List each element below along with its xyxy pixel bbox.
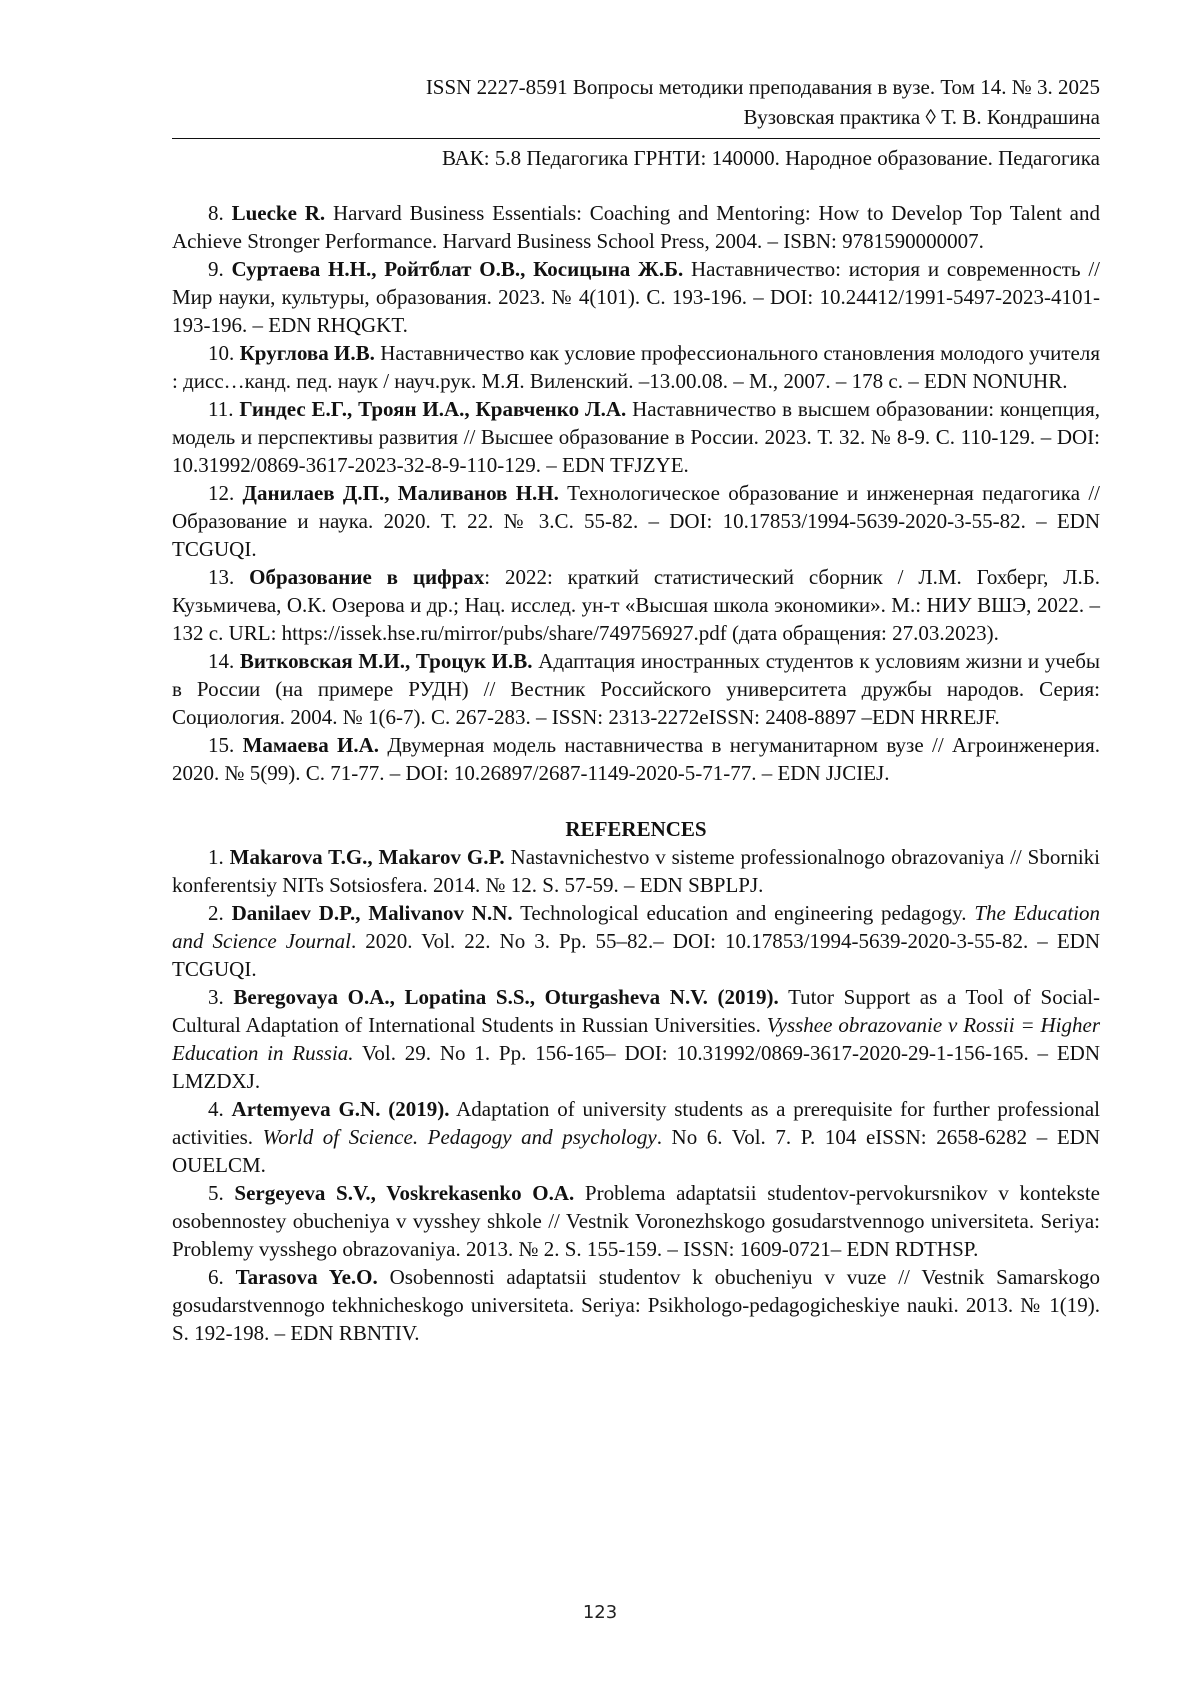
reference-text: . No 6. Vol. 7. P. 104 eISSN: 2658-6282 – EDN OUELCM. <box>172 1125 1100 1177</box>
reference-item <box>172 255 1100 339</box>
reference-item <box>172 899 1100 983</box>
reference-authors: Гиндес Е.Г., Троян И.А., Кравченко Л.А. <box>239 397 627 421</box>
reference-text: Tutor Support as a Tool of Social-Cultural Adaptation of International Students in Russian Universities. <box>172 985 1101 1037</box>
reference-list-en <box>172 843 1100 1347</box>
page-number: 123 <box>582 1602 618 1623</box>
reference-text: Problema adaptatsii studentov-pervokursnikov v kontekste osobennostey obucheniya v vysshey shkole // Vestnik Voronezhskogo gosudarstvennogo universiteta. Seriya: Problemy vysshego obrazovaniya. 2013. № 2. S. 155-159. – ISSN: 1609-0721– EDN RDTHSP. <box>172 1181 1100 1261</box>
reference-item <box>172 339 1100 395</box>
reference-authors: Данилаев Д.П., Маливанов Н.Н. <box>242 481 559 505</box>
reference-item <box>172 1263 1100 1347</box>
reference-item <box>172 647 1100 731</box>
reference-text: Nastavnichestvo v sisteme professionalnogo obrazovaniya // Sborniki konferentsiy NITs Sotsiosfera. 2014. № 12. S. 57-59. – EDN SBPLPJ. <box>172 845 1100 897</box>
reference-item <box>172 1095 1100 1179</box>
reference-authors: Sergeyeva S.V., Voskrekasenko O.A. <box>234 1181 575 1205</box>
reference-text: Двумерная модель наставничества в негуманитарном вузе // Агроинженерия. 2020. № 5(99). С. 71-77. – DOI: 10.26897/2687-1149-2020-5-71-77. – EDN JJCIEJ. <box>172 733 1100 785</box>
reference-journal: The Education and Science Journal <box>172 901 1101 953</box>
references-heading: REFERENCES <box>565 817 707 841</box>
reference-number: 11. <box>208 397 234 421</box>
reference-item <box>172 199 1100 255</box>
reference-number: 6. <box>208 1265 224 1289</box>
reference-number: 9. <box>208 257 224 281</box>
reference-text: Наставничество в высшем образовании: концепция, модель и перспективы развития // Высшее образование в России. 2023. Т. 32. № 8-9. С. 110-129. – DOI: 10.31992/0869-3617-2023-32-8-9-110-129. – EDN TFJZYE. <box>172 397 1101 477</box>
reference-number: 12. <box>208 481 235 505</box>
reference-authors: Beregovaya O.A., Lopatina S.S., Oturgasheva N.V. (2019). <box>233 985 779 1009</box>
reference-authors: Витковская М.И., Троцук И.В. <box>239 649 533 673</box>
reference-item <box>172 1179 1100 1263</box>
reference-text: Технологическое образование и инженерная педагогика // Образование и наука. 2020. Т. 22. № 3.С. 55-82. – DOI: 10.17853/1994-5639-2020-3-55-82. – EDN TCGUQI. <box>172 481 1101 561</box>
reference-item <box>172 731 1100 787</box>
reference-text: . 2020. Vol. 22. No 3. Pp. 55–82.– DOI: 10.17853/1994-5639-2020-3-55-82. – EDN TCGUQI. <box>172 929 1100 981</box>
reference-authors: Luecke R. <box>231 201 326 225</box>
reference-authors: Danilaev D.P., Malivanov N.N. <box>231 901 513 925</box>
reference-item <box>172 843 1100 899</box>
reference-authors: Суртаева Н.Н., Ройтблат О.В., Косицына Ж.Б. <box>231 257 684 281</box>
reference-number: 10. <box>208 341 235 365</box>
reference-number: 14. <box>208 649 235 673</box>
reference-number: 13. <box>208 565 235 589</box>
reference-item <box>172 395 1100 479</box>
reference-number: 15. <box>208 733 235 757</box>
reference-text: Vol. 29. No 1. Pp. 156-165– DOI: 10.31992/0869-3617-2020-29-1-156-165. – EDN LMZDXJ. <box>172 1041 1100 1093</box>
reference-authors: Tarasova Ye.O. <box>235 1265 378 1289</box>
reference-text: Наставничество как условие профессионального становления молодого учителя : дисс…канд. пед. наук / науч.рук. М.Я. Виленский. –13.00.08. – М., 2007. – 178 с. – EDN NONUHR. <box>172 341 1101 393</box>
reference-text: Harvard Business Essentials: Coaching and Mentoring: How to Develop Top Talent and Achieve Stronger Performance. Harvard Business School Press, 2004. – ISBN: 9781590000007. <box>172 201 1101 253</box>
reference-item <box>172 983 1100 1095</box>
reference-text: : 2022: краткий статистический сборник / Л.М. Гохберг, Л.Б. Кузьмичева, О.К. Озерова и др.; Нац. исслед. ун-т «Высшая школа экономики». М.: НИУ ВШЭ, 2022. – 132 с. URL: https://issek.hse.ru/mirror/pubs/share/749756927.pdf (дата обращения: 27.03.2023). <box>172 565 1101 645</box>
reference-journal: World of Science. Pedagogy and psychology <box>262 1125 657 1149</box>
reference-number: 8. <box>208 201 224 225</box>
reference-authors: Мамаева И.А. <box>242 733 380 757</box>
reference-number: 2. <box>208 901 224 925</box>
reference-number: 1. <box>208 845 224 869</box>
running-header <box>172 72 1100 132</box>
section-author-line: Вузовская практика ◊ Т. В. Кондрашина <box>743 105 1100 129</box>
header-divider <box>172 138 1100 139</box>
reference-authors: Образование в цифрах <box>249 565 485 589</box>
classification-line: ВАК: 5.8 Педагогика ГРНТИ: 140000. Народное образование. Педагогика <box>441 146 1100 170</box>
reference-text: Adaptation of university students as a prerequisite for further professional activities. <box>172 1097 1101 1149</box>
reference-journal: Vysshee obrazovanie v Rossii = Higher Education in Russia. <box>172 1013 1100 1065</box>
reference-item <box>172 479 1100 563</box>
reference-item <box>172 563 1100 647</box>
journal-title-line: ISSN 2227-8591 Вопросы методики преподавания в вузе. Том 14. № 3. 2025 <box>425 75 1100 99</box>
reference-text: Наставничество: история и современность // Мир науки, культуры, образования. 2023. № 4(101). С. 193-196. – DOI: 10.24412/1991-5497-2023-4101-193-196. – EDN RHQGKT. <box>172 257 1100 337</box>
reference-number: 4. <box>208 1097 224 1121</box>
reference-authors: Круглова И.В. <box>239 341 375 365</box>
reference-list-ru <box>172 199 1100 787</box>
reference-text: Osobennosti adaptatsii studentov k obucheniyu v vuze // Vestnik Samarskogo gosudarstvennogo tekhnicheskogo universiteta. Seriya: Psikhologo-pedagogicheskiye nauki. 2013. № 1(19). S. 192-198. – EDN RBNTIV. <box>172 1265 1100 1345</box>
reference-text: Адаптация иностранных студентов к условиям жизни и учебы в России (на примере РУДН) // Вестник Российского университета дружбы народов. Серия: Социология. 2004. № 1(6-7). С. 267-283. – ISSN: 2313-2272eISSN: 2408-8897 –EDN HRREJF. <box>172 649 1101 729</box>
reference-number: 5. <box>208 1181 224 1205</box>
reference-authors: Makarova T.G., Makarov G.P. <box>229 845 505 869</box>
reference-number: 3. <box>208 985 224 1009</box>
reference-text: Technological education and engineering pedagogy. <box>512 901 975 925</box>
reference-authors: Artemyeva G.N. (2019). <box>231 1097 450 1121</box>
journal-page <box>172 72 1100 1347</box>
